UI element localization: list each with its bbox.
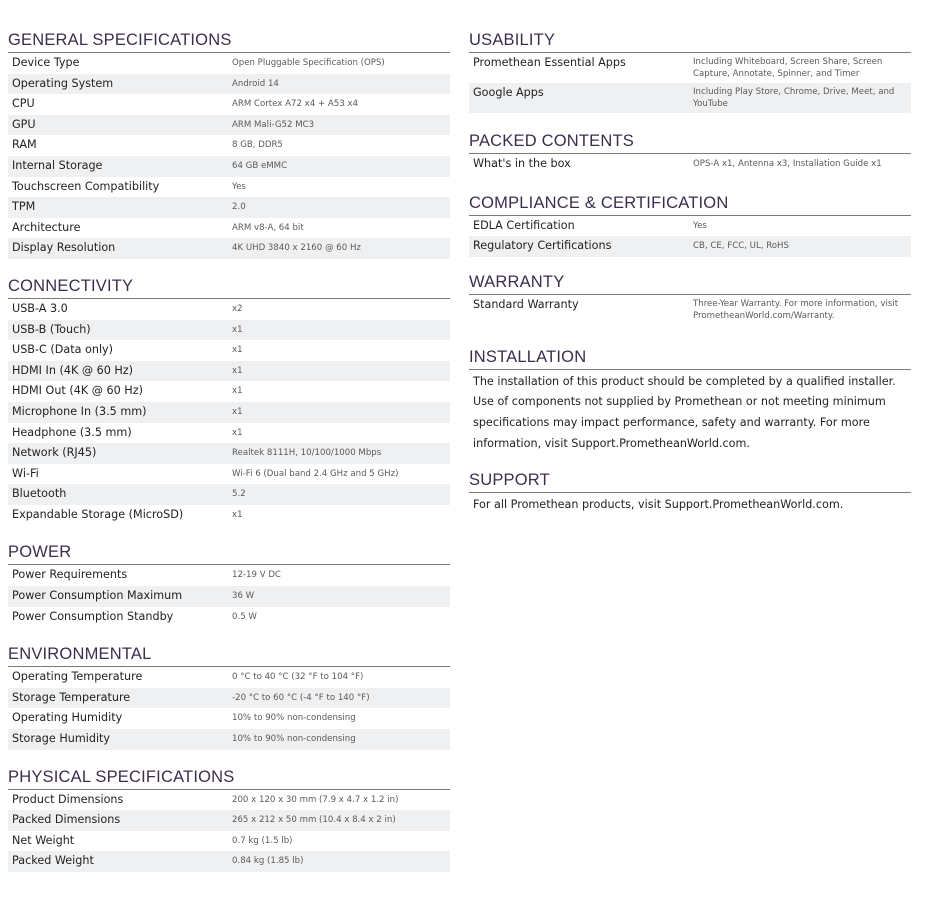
spec-row <box>8 851 450 872</box>
spec-key: RAM <box>12 138 37 152</box>
usability-section <box>469 30 911 113</box>
spec-row <box>8 790 450 811</box>
spec-key: Operating Humidity <box>12 711 123 725</box>
spec-row <box>8 197 450 218</box>
support-text: For all Promethean products, visit Support.PrometheanWorld.com. <box>473 498 844 512</box>
spec-value: 2.0 <box>232 202 246 213</box>
spec-key: Standard Warranty <box>473 297 579 311</box>
spec-key: Architecture <box>12 220 81 234</box>
spec-key: EDLA Certification <box>473 218 575 232</box>
spec-key: Internal Storage <box>12 158 103 172</box>
spec-value: x2 <box>232 303 243 314</box>
spec-key: Product Dimensions <box>12 792 124 806</box>
spec-value: 0 °C to 40 °C (32 °F to 104 °F) <box>232 672 364 683</box>
spec-row <box>8 94 450 115</box>
spec-value: x1 <box>232 509 243 520</box>
packed-contents-section <box>469 131 911 175</box>
spec-key: Regulatory Certifications <box>473 239 612 253</box>
spec-key: Operating System <box>12 76 114 90</box>
spec-table <box>469 154 911 175</box>
spec-row <box>8 708 450 729</box>
spec-value: -20 °C to 60 °C (-4 °F to 140 °F) <box>232 692 370 703</box>
spec-row <box>8 53 450 74</box>
spec-row <box>8 729 450 750</box>
section-title: SUPPORT <box>469 470 911 493</box>
spec-row <box>8 484 450 505</box>
spec-key: Network (RJ45) <box>12 446 97 460</box>
section-title: WARRANTY <box>469 272 911 295</box>
spec-value: Yes <box>232 181 246 192</box>
spec-value: 200 x 120 x 30 mm (7.9 x 4.7 x 1.2 in) <box>232 794 399 805</box>
spec-row <box>8 443 450 464</box>
spec-row <box>8 340 450 361</box>
support-section <box>469 470 911 516</box>
general-specifications-section <box>8 30 450 259</box>
left-column <box>8 30 450 886</box>
spec-value: Yes <box>693 220 707 231</box>
spec-value: Open Pluggable Specification (OPS) <box>232 58 385 68</box>
section-title: INSTALLATION <box>469 347 911 370</box>
spec-value: 12-19 V DC <box>232 570 281 581</box>
spec-row <box>8 667 450 688</box>
spec-row <box>8 402 450 423</box>
spec-row <box>8 177 450 198</box>
spec-key: Power Consumption Standby <box>12 609 174 623</box>
spec-key: Expandable Storage (MicroSD) <box>12 507 184 521</box>
section-title: PACKED CONTENTS <box>469 131 911 154</box>
spec-value: 10% to 90% non-condensing <box>232 734 356 745</box>
spec-key: Storage Humidity <box>12 732 111 746</box>
section-title: ENVIRONMENTAL <box>8 644 450 667</box>
spec-row <box>8 299 450 320</box>
section-title: POWER <box>8 542 450 565</box>
spec-table <box>469 295 911 325</box>
spec-key: USB-C (Data only) <box>12 343 114 357</box>
spec-value: 36 W <box>232 591 255 602</box>
spec-key: Microphone In (3.5 mm) <box>12 404 147 418</box>
spec-table <box>469 216 911 257</box>
spec-key: Wi-Fi <box>12 466 39 480</box>
spec-key: Promethean Essential Apps <box>473 56 626 69</box>
spec-row <box>469 295 911 325</box>
installation-section <box>469 347 911 454</box>
physical-specifications-section <box>8 767 450 872</box>
spec-value: 4K UHD 3840 x 2160 @ 60 Hz <box>232 243 361 254</box>
spec-value: Including Play Store, Chrome, Drive, Meet, and YouTube <box>693 87 895 109</box>
spec-row <box>469 216 911 237</box>
spec-key: CPU <box>12 97 35 111</box>
section-title: COMPLIANCE & CERTIFICATION <box>469 193 911 216</box>
spec-row <box>8 320 450 341</box>
spec-row <box>8 810 450 831</box>
spec-value: 5.2 <box>232 489 246 500</box>
spec-value: x1 <box>232 365 243 376</box>
spec-key: Power Consumption Maximum <box>12 589 183 603</box>
spec-value: 8 GB, DDR5 <box>232 140 283 151</box>
spec-value: ARM v8-A, 64 bit <box>232 222 304 233</box>
installation-text: The installation of this product should be completed by a qualified installer. Use of components not supplied by Promethean or not meeting minimum specifications may impact performance, safety and warranty. For more information, visit Support.PrometheanWorld.com. <box>473 374 896 450</box>
spec-key: Storage Temperature <box>12 690 131 704</box>
section-title: PHYSICAL SPECIFICATIONS <box>8 767 450 790</box>
environmental-section <box>8 644 450 749</box>
spec-value: ARM Mali-G52 MC3 <box>232 119 315 130</box>
spec-key: USB-B (Touch) <box>12 322 91 336</box>
spec-value: CB, CE, FCC, UL, RoHS <box>693 241 789 252</box>
spec-key: Operating Temperature <box>12 670 143 684</box>
spec-key: Device Type <box>12 56 80 69</box>
spec-row <box>8 688 450 709</box>
spec-key: GPU <box>12 117 36 131</box>
spec-row <box>8 423 450 444</box>
section-title: CONNECTIVITY <box>8 276 450 299</box>
spec-key: TPM <box>12 200 36 214</box>
spec-row <box>469 83 911 113</box>
spec-table <box>469 53 911 113</box>
spec-key: Google Apps <box>473 86 544 99</box>
spec-row <box>8 156 450 177</box>
spec-value: Android 14 <box>232 78 279 89</box>
spec-value: x1 <box>232 324 243 335</box>
spec-row <box>8 505 450 526</box>
spec-row <box>8 74 450 95</box>
power-section <box>8 542 450 627</box>
spec-key: What's in the box <box>473 157 571 170</box>
spec-value: Wi-Fi 6 (Dual band 2.4 GHz and 5 GHz) <box>232 468 399 479</box>
spec-value: 0.84 kg (1.85 lb) <box>232 856 304 867</box>
spec-value: Including Whiteboard, Screen Share, Screen Capture, Annotate, Spinner, and Timer <box>693 57 883 79</box>
spec-value: ARM Cortex A72 x4 + A53 x4 <box>232 99 358 110</box>
spec-key: Packed Dimensions <box>12 813 121 827</box>
spec-row <box>8 381 450 402</box>
connectivity-section <box>8 276 450 526</box>
spec-value: 10% to 90% non-condensing <box>232 713 356 724</box>
spec-key: Power Requirements <box>12 568 128 582</box>
spec-value: 0.7 kg (1.5 lb) <box>232 835 293 846</box>
spec-value: x1 <box>232 386 243 397</box>
spec-row <box>8 565 450 586</box>
spec-key: Display Resolution <box>12 241 116 255</box>
spec-row <box>8 607 450 628</box>
spec-row <box>8 115 450 136</box>
spec-row <box>8 218 450 239</box>
spec-value: x1 <box>232 427 243 438</box>
spec-row <box>8 361 450 382</box>
spec-value: x1 <box>232 345 243 356</box>
spec-key: USB-A 3.0 <box>12 301 68 315</box>
warranty-section <box>469 272 911 325</box>
spec-key: Headphone (3.5 mm) <box>12 425 132 439</box>
spec-row <box>469 236 911 257</box>
spec-value: Three-Year Warranty. For more information, visit PrometheanWorld.com/Warranty. <box>693 298 899 321</box>
spec-row <box>8 238 450 259</box>
section-title: USABILITY <box>469 30 911 53</box>
section-title: GENERAL SPECIFICATIONS <box>8 30 450 53</box>
spec-value: OPS-A x1, Antenna x3, Installation Guide x1 <box>693 159 882 169</box>
spec-key: Net Weight <box>12 833 75 847</box>
spec-key: Touchscreen Compatibility <box>12 179 160 193</box>
spec-row <box>469 154 911 175</box>
spec-row <box>8 831 450 852</box>
spec-row <box>8 135 450 156</box>
right-column <box>469 30 911 530</box>
spec-row <box>469 53 911 83</box>
spec-value: 0.5 W <box>232 611 257 622</box>
compliance-certification-section <box>469 193 911 257</box>
spec-value: x1 <box>232 406 243 417</box>
spec-value: 64 GB eMMC <box>232 160 288 171</box>
spec-value: 265 x 212 x 50 mm (10.4 x 8.4 x 2 in) <box>232 815 396 826</box>
spec-table <box>8 53 450 259</box>
spec-table <box>8 790 450 872</box>
spec-key: Bluetooth <box>12 487 67 501</box>
spec-key: Packed Weight <box>12 854 94 868</box>
spec-key: HDMI In (4K @ 60 Hz) <box>12 363 134 377</box>
spec-row <box>8 586 450 607</box>
spec-value: Realtek 8111H, 10/100/1000 Mbps <box>232 448 382 459</box>
spec-row <box>8 464 450 485</box>
spec-table <box>8 565 450 627</box>
spec-table <box>8 299 450 526</box>
spec-key: HDMI Out (4K @ 60 Hz) <box>12 384 143 398</box>
spec-table <box>8 667 450 749</box>
